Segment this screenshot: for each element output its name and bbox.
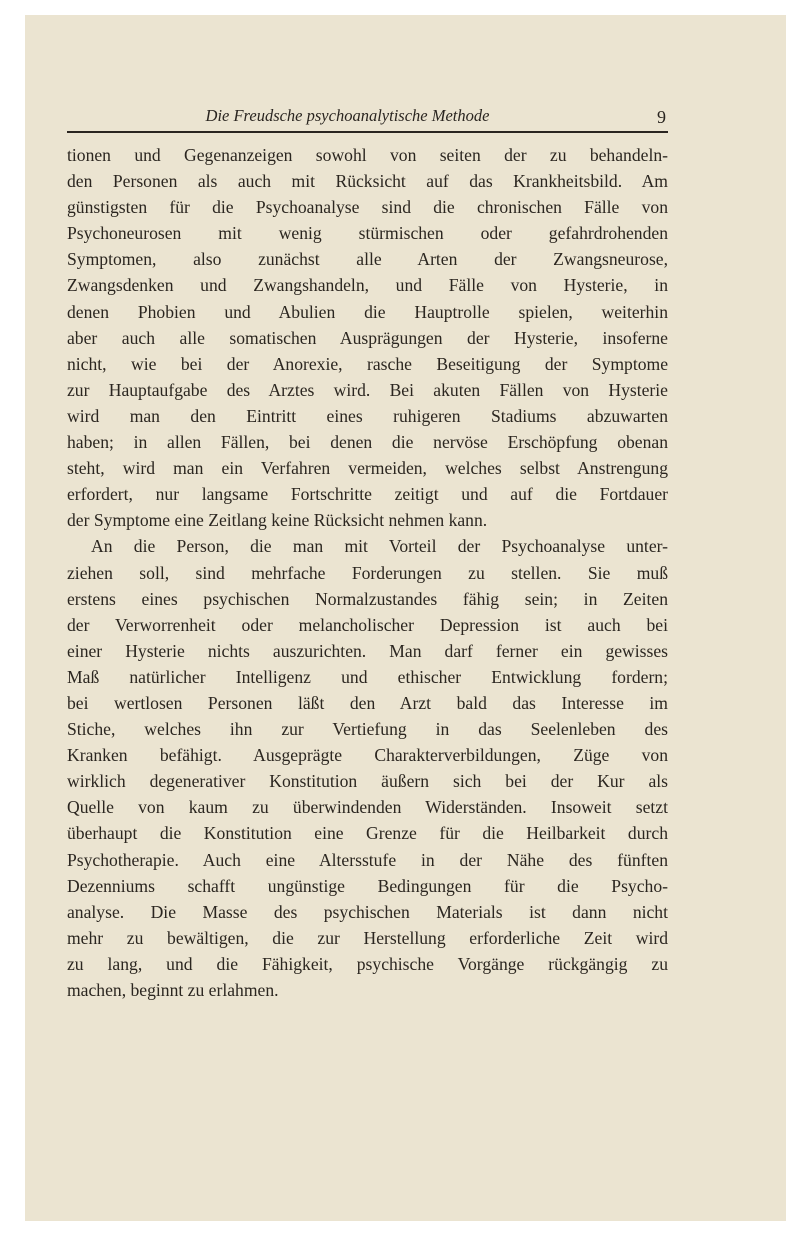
text-line: machen, beginnt zu erlahmen. xyxy=(67,980,279,1000)
text-line: günstigsten für die Psychoanalyse sind die chronischen Fälle von xyxy=(67,197,668,218)
text-line: wirklich degenerativer Konstitution äußern sich bei der Kur als xyxy=(67,771,668,792)
text-line: Zwangsdenken und Zwangshandeln, und Fälle von Hysterie, in xyxy=(67,275,668,296)
text-line: tionen und Gegenanzeigen sowohl von seiten der zu behandeln- xyxy=(67,145,668,165)
text-line: analyse. Die Masse des psychischen Materials ist dann nicht xyxy=(67,901,668,922)
text-line: haben; in allen Fällen, bei denen die nervöse Erschöpfung obenan xyxy=(67,432,668,453)
text-line: wird man den Eintritt eines ruhigeren Stadiums abzuwarten xyxy=(67,405,668,426)
text-line: Psychoneurosen mit wenig stürmischen oder gefahrdrohenden xyxy=(67,223,668,244)
text-line: bei wertlosen Personen läßt den Arzt bald das Interesse im xyxy=(67,692,668,713)
text-line: ziehen soll, sind mehrfache Forderungen zu stellen. Sie muß xyxy=(67,562,668,583)
text-line: Stiche, welches ihn zur Vertiefung in das Seelenleben des xyxy=(67,719,668,740)
text-line: den Personen als auch mit Rücksicht auf das Krankheitsbild. Am xyxy=(67,171,668,192)
text-line: überhaupt die Konstitution eine Grenze für die Heilbarkeit durch xyxy=(67,823,668,844)
running-title: Die Freudsche psychoanalytische Methode xyxy=(205,106,490,125)
body-text xyxy=(67,142,668,1003)
text-line: erstens eines psychischen Normalzustandes fähig sein; in Zeiten xyxy=(67,588,668,609)
text-line: erfordert, nur langsame Fortschritte zeitigt und auf die Fortdauer xyxy=(67,484,668,505)
running-header xyxy=(67,104,668,128)
text-line: mehr zu bewältigen, die zur Herstellung erforderliche Zeit wird xyxy=(67,927,668,948)
text-line: zur Hauptaufgabe des Arztes wird. Bei akuten Fällen von Hysterie xyxy=(67,379,668,400)
text-line: Kranken befähigt. Ausgeprägte Charakterverbildungen, Züge von xyxy=(67,745,668,766)
text-line: Quelle von kaum zu überwindenden Widerständen. Insoweit setzt xyxy=(67,797,668,818)
text-line: An die Person, die man mit Vorteil der Psychoanalyse unter- xyxy=(91,536,668,557)
text-line: der Verworrenheit oder melancholischer Depression ist auch bei xyxy=(67,614,668,635)
text-line: Psychotherapie. Auch eine Altersstufe in der Nähe des fünften xyxy=(67,849,668,870)
header-rule xyxy=(67,131,668,133)
text-line: aber auch alle somatischen Ausprägungen der Hysterie, insoferne xyxy=(67,327,668,348)
text-line: nicht, wie bei der Anorexie, rasche Beseitigung der Symptome xyxy=(67,353,668,374)
text-line: zu lang, und die Fähigkeit, psychische Vorgänge rückgängig zu xyxy=(67,953,668,974)
text-line: Dezenniums schafft ungünstige Bedingungen für die Psycho- xyxy=(67,875,668,896)
text-line: denen Phobien und Abulien die Hauptrolle spielen, weiterhin xyxy=(67,301,668,322)
page-number: 9 xyxy=(657,107,666,127)
text-line: Maß natürlicher Intelligenz und ethischer Entwicklung fordern; xyxy=(67,666,668,687)
text-line: Symptomen, also zunächst alle Arten der Zwangsneurose, xyxy=(67,249,668,270)
text-line: steht, wird man ein Verfahren vermeiden, welches selbst Anstrengung xyxy=(67,458,668,479)
text-line: der Symptome eine Zeitlang keine Rücksicht nehmen kann. xyxy=(67,510,488,531)
text-line: einer Hysterie nichts auszurichten. Man darf ferner ein gewisses xyxy=(67,640,668,661)
